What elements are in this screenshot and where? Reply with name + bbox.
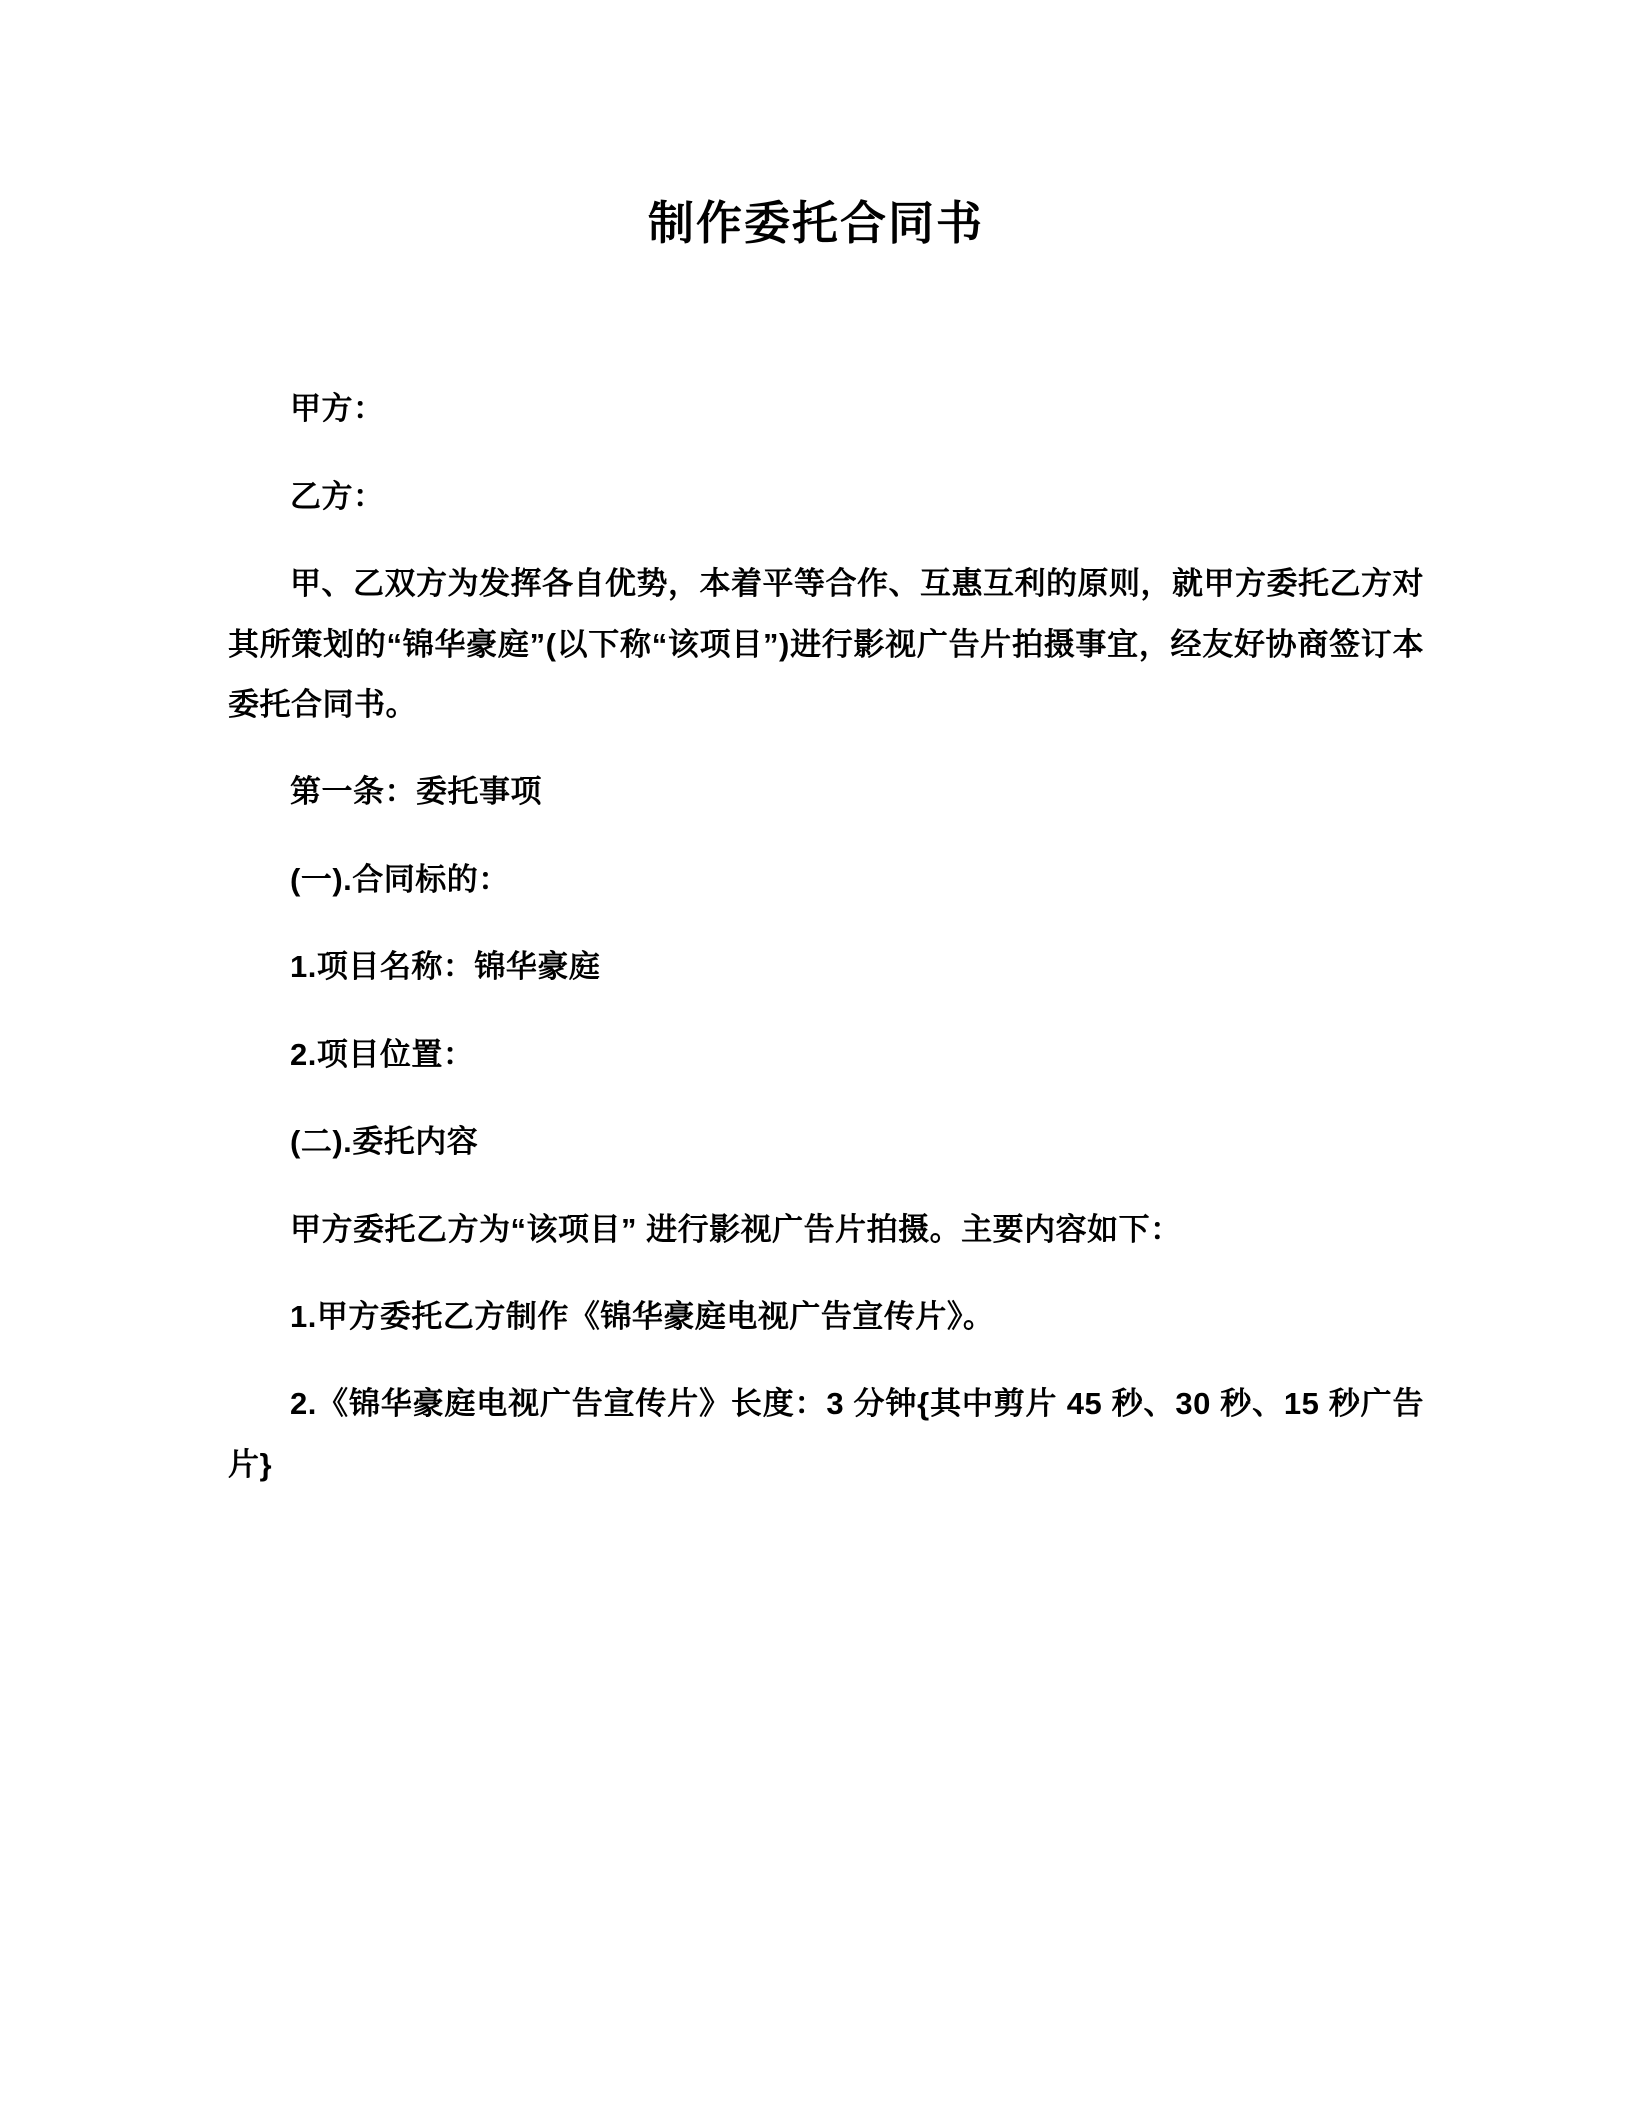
list-item-project-name: 1.项目名称：锦华豪庭	[290, 949, 601, 985]
heading-section-1-1: (一).合同标的：	[290, 861, 510, 897]
page-title: 制作委托合同书	[648, 197, 984, 249]
list-item-commission-1: 1.甲方委托乙方制作《锦华豪庭电视广告宣传片》。	[290, 1299, 995, 1334]
paragraph-preamble: 甲、乙双方为发挥各自优势，本着平等合作、互惠互利的原则，就甲方委托乙方对其所策划的“锦华豪庭”(以下称“该项目”)进行影视广告片拍摄事宜，经友好协商签订本委托合同书。	[228, 566, 1424, 722]
paragraph-party-a: 甲方：	[290, 391, 385, 427]
heading-section-1-2: (二).委托内容	[290, 1124, 479, 1160]
paragraph-party-b: 乙方：	[290, 478, 385, 514]
list-item-commission-2: 2.《锦华豪庭电视广告宣传片》长度：3 分钟{其中剪片 45 秒、30 秒、15 秒广告片}	[228, 1386, 1424, 1482]
paragraph-section-1-2-intro: 甲方委托乙方为“该项目” 进行影视广告片拍摄。主要内容如下：	[290, 1211, 1182, 1247]
document-body	[0, 379, 1632, 1495]
list-item-project-location: 2.项目位置：	[290, 1036, 475, 1072]
heading-article-1: 第一条：委托事项	[290, 774, 542, 810]
